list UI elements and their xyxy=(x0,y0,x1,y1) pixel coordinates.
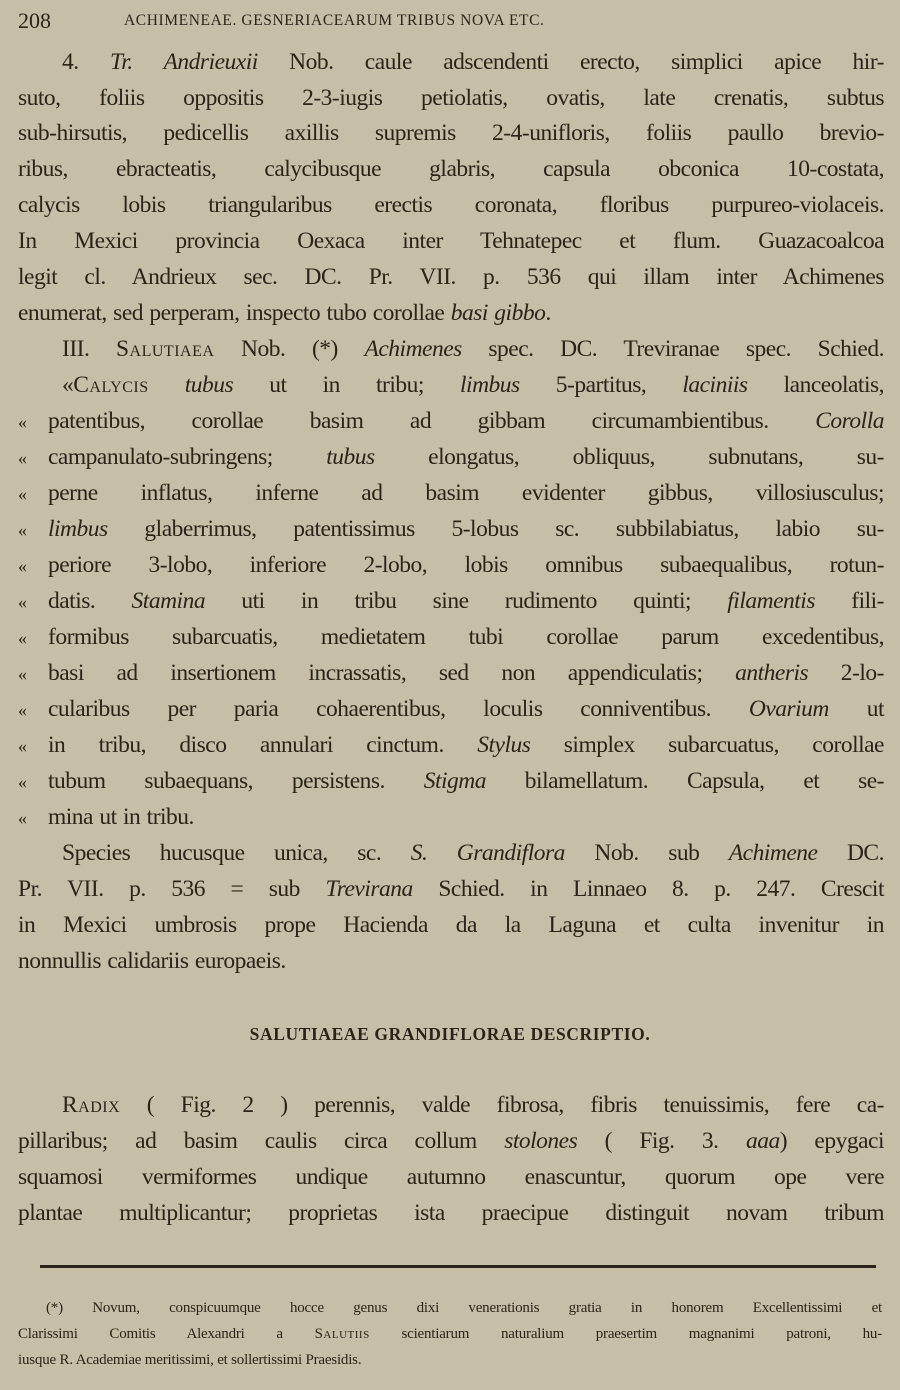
text-line: Pr. VII. p. 536 = sub Trevirana Schied. in Linnaeo 8. p. 247. Crescit xyxy=(18,876,884,902)
text-line: ribus, ebracteatis, calycibusque glabris, capsula obconica 10-costata, xyxy=(18,156,884,182)
text-line: sub-hirsutis, pedicellis axillis supremis 2-4-unifloris, foliis paullo brevio- xyxy=(18,120,884,146)
text-line: squamosi vermiformes undique autumno enascuntur, quorum ope vere xyxy=(18,1164,884,1190)
text-line: « mina ut in tribu. xyxy=(18,804,194,830)
text-line: « basi ad insertionem incrassatis, sed non appendiculatis; antheris 2-lo- xyxy=(18,660,884,686)
text-line: Radix ( Fig. 2 ) perennis, valde fibrosa, fibris tenuissimis, fere ca- xyxy=(62,1092,884,1118)
footnote-line: (*) Novum, conspicuumque hocce genus dixi venerationis gratia in honorem Excellentissimi et xyxy=(46,1300,882,1316)
text-line: nonnullis calidariis europaeis. xyxy=(18,948,286,974)
text-line: « datis. Stamina uti in tribu sine rudimento quinti; filamentis fili- xyxy=(18,588,884,614)
section-title: SALUTIAEAE GRANDIFLORAE DESCRIPTIO. xyxy=(249,1024,651,1044)
text-line: plantae multiplicantur; proprietas ista praecipue distinguit novam tribum xyxy=(18,1200,884,1226)
text-line: « formibus subarcuatis, medietatem tubi corollae parum excedentibus, xyxy=(18,624,884,650)
text-line: «Calycis tubus ut in tribu; limbus 5-partitus, laciniis lanceolatis, xyxy=(62,372,885,398)
footnote-rule xyxy=(40,1265,876,1268)
text-line: legit cl. Andrieux sec. DC. Pr. VII. p. 536 qui illam inter Achimenes xyxy=(18,264,884,290)
text-line: 4. Tr. Andrieuxii Nob. caule adscendenti erecto, simplici apice hir- xyxy=(62,49,885,75)
text-line: Species hucusque unica, sc. S. Grandiflora Nob. sub Achimene DC. xyxy=(62,840,884,866)
page-header xyxy=(18,8,882,38)
page-number: 208 xyxy=(18,8,51,33)
running-head: ACHIMENEAE. GESNERIACEARUM TRIBUS NOVA ETC. xyxy=(124,12,545,29)
text-line: in Mexici umbrosis prope Hacienda da la Laguna et culta invenitur in xyxy=(18,912,884,938)
text-line: « periore 3-lobo, inferiore 2-lobo, lobis omnibus subaequalibus, rotun- xyxy=(18,552,884,578)
text-line: « campanulato-subringens; tubus elongatus, obliquus, subnutans, su- xyxy=(18,444,884,470)
text-line: suto, foliis oppositis 2-3-iugis petiolatis, ovatis, late crenatis, subtus xyxy=(18,85,884,111)
text-line: « tubum subaequans, persistens. Stigma bilamellatum. Capsula, et se- xyxy=(18,768,884,794)
text-line: pillaribus; ad basim caulis circa collum stolones ( Fig. 3. aaa) epygaci xyxy=(18,1128,884,1154)
text-line: calycis lobis triangularibus erectis coronata, floribus purpureo-violaceis. xyxy=(18,192,884,218)
text-line: III. Salutiaea Nob. (*) Achimenes spec. DC. Treviranae spec. Schied. xyxy=(62,336,884,362)
text-line: « limbus glaberrimus, patentissimus 5-lobus sc. subbilabiatus, labio su- xyxy=(18,516,884,542)
text-line: In Mexici provincia Oexaca inter Tehnatepec et flum. Guazacoalcoa xyxy=(18,228,884,254)
footnote-line: iusque R. Academiae meritissimi, et sollertissimi Praesidis. xyxy=(18,1352,362,1368)
text-line: « patentibus, corollae basim ad gibbam circumambientibus. Corolla xyxy=(18,408,884,434)
text-line: « in tribu, disco annulari cinctum. Stylus simplex subarcuatus, corollae xyxy=(18,732,884,758)
footnote-line: Clarissimi Comitis Alexandri a Salutiis scientiarum naturalium praesertim magnanimi patroni, hu- xyxy=(18,1326,882,1342)
text-line: « perne inflatus, inferne ad basim evidenter gibbus, villosiusculus; xyxy=(18,480,884,506)
text-line: « cularibus per paria cohaerentibus, loculis conniventibus. Ovarium ut xyxy=(18,696,884,722)
text-line: enumerat, sed perperam, inspecto tubo corollae basi gibbo. xyxy=(18,300,551,326)
